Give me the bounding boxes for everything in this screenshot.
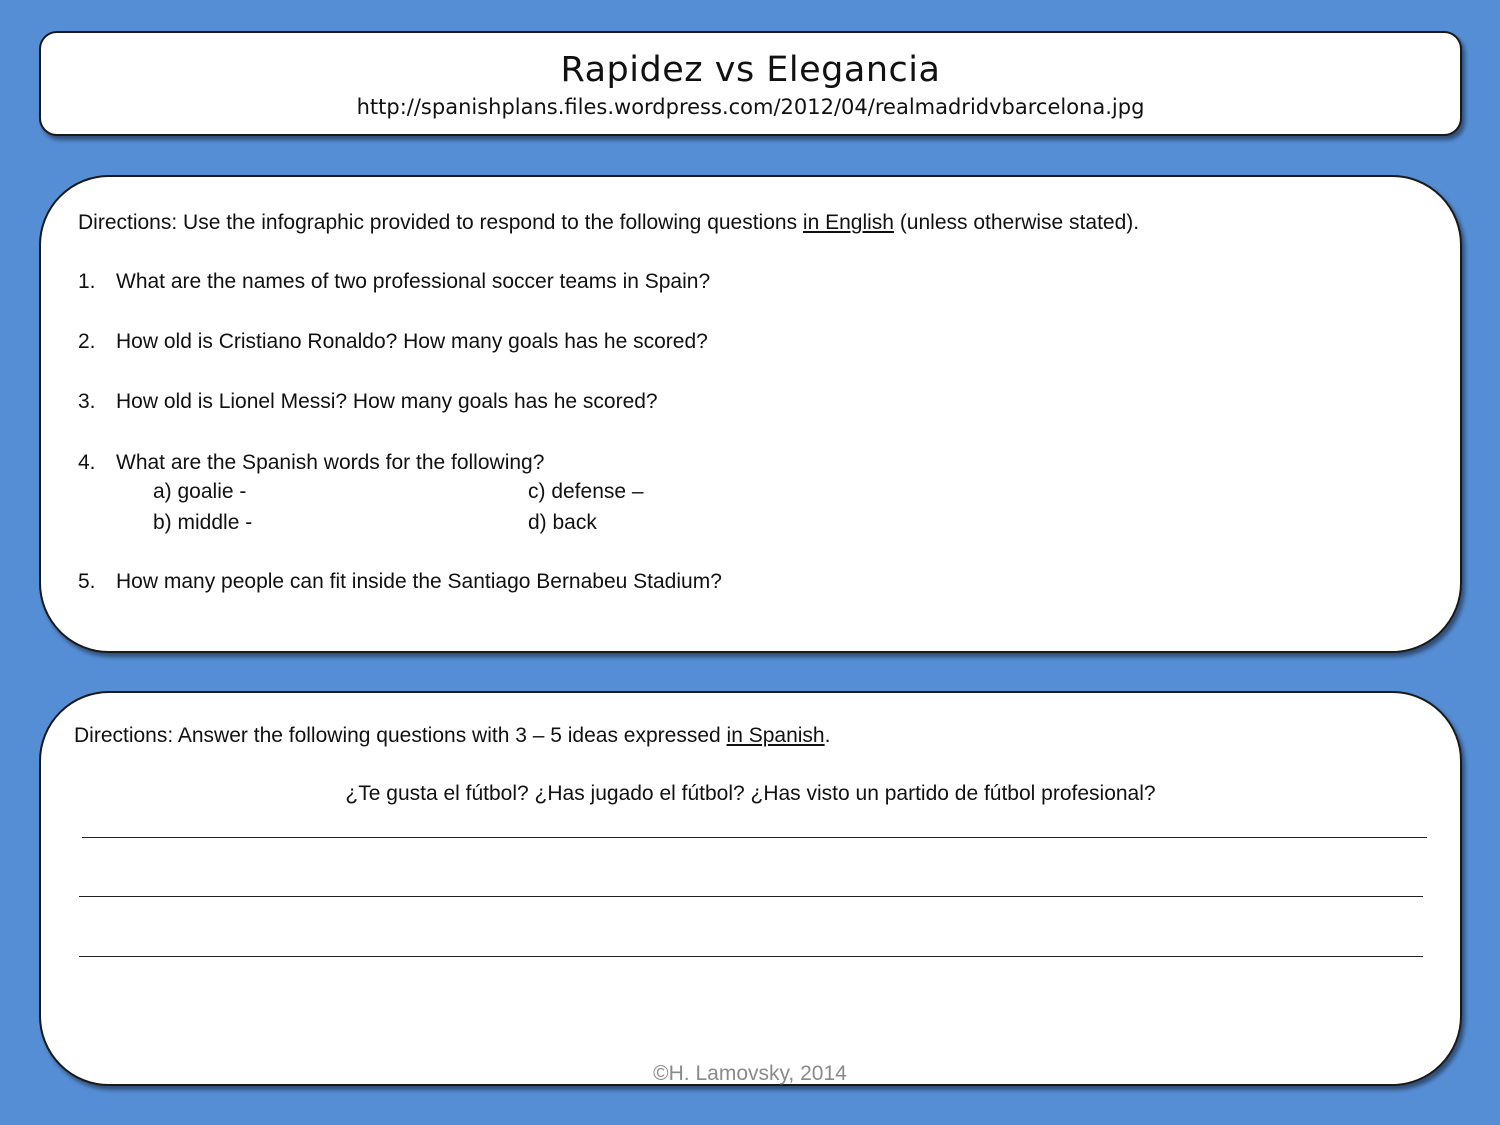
subitem-middle: b) middle - xyxy=(153,511,253,534)
question-text: What are the names of two professional soccer teams in Spain? xyxy=(116,270,711,293)
question-text: How old is Lionel Messi? How many goals has he scored? xyxy=(116,390,658,413)
question-number: 5. xyxy=(78,570,96,593)
question-number: 3. xyxy=(78,390,96,413)
source-url: http://spanishplans.files.wordpress.com/2012/04/realmadridvbarcelona.jpg xyxy=(356,95,1145,119)
section2-directions-text: Directions: Answer the following questions with 3 – 5 ideas expressed xyxy=(74,724,727,747)
writing-card xyxy=(39,691,1462,1086)
subitem-defense: c) defense – xyxy=(528,480,644,503)
section2-directions xyxy=(74,724,830,748)
writing-prompt: ¿Te gusta el fútbol? ¿Has jugado el fútbol? ¿Has visto un partido de fútbol profesional? xyxy=(345,782,1156,805)
section1-directions-emphasis: in English xyxy=(802,211,894,234)
header-card xyxy=(39,31,1462,136)
question-number: 1. xyxy=(78,270,96,293)
answer-line-1[interactable] xyxy=(82,837,1427,838)
answer-line-3[interactable] xyxy=(79,956,1423,957)
copyright: ©H. Lamovsky, 2014 xyxy=(653,1062,847,1085)
section1-directions xyxy=(78,211,1139,235)
section1-directions-suffix: (unless otherwise stated). xyxy=(893,211,1140,234)
page-title: Rapidez vs Elegancia xyxy=(560,50,941,90)
subitem-goalie: a) goalie - xyxy=(153,480,247,503)
question-text: What are the Spanish words for the following? xyxy=(116,451,545,474)
question-number: 2. xyxy=(78,330,96,353)
section1-directions-text: Directions: Use the infographic provided to respond to the following questions xyxy=(78,211,803,234)
subitem-back: d) back xyxy=(528,511,597,534)
question-text: How old is Cristiano Ronaldo? How many goals has he scored? xyxy=(116,330,708,353)
question-number: 4. xyxy=(78,451,96,474)
answer-line-2[interactable] xyxy=(79,896,1423,897)
section2-directions-emphasis: in Spanish xyxy=(726,724,825,747)
section2-directions-suffix: . xyxy=(824,724,831,747)
question-text: How many people can fit inside the Santiago Bernabeu Stadium? xyxy=(116,570,722,593)
questions-card xyxy=(39,175,1462,653)
